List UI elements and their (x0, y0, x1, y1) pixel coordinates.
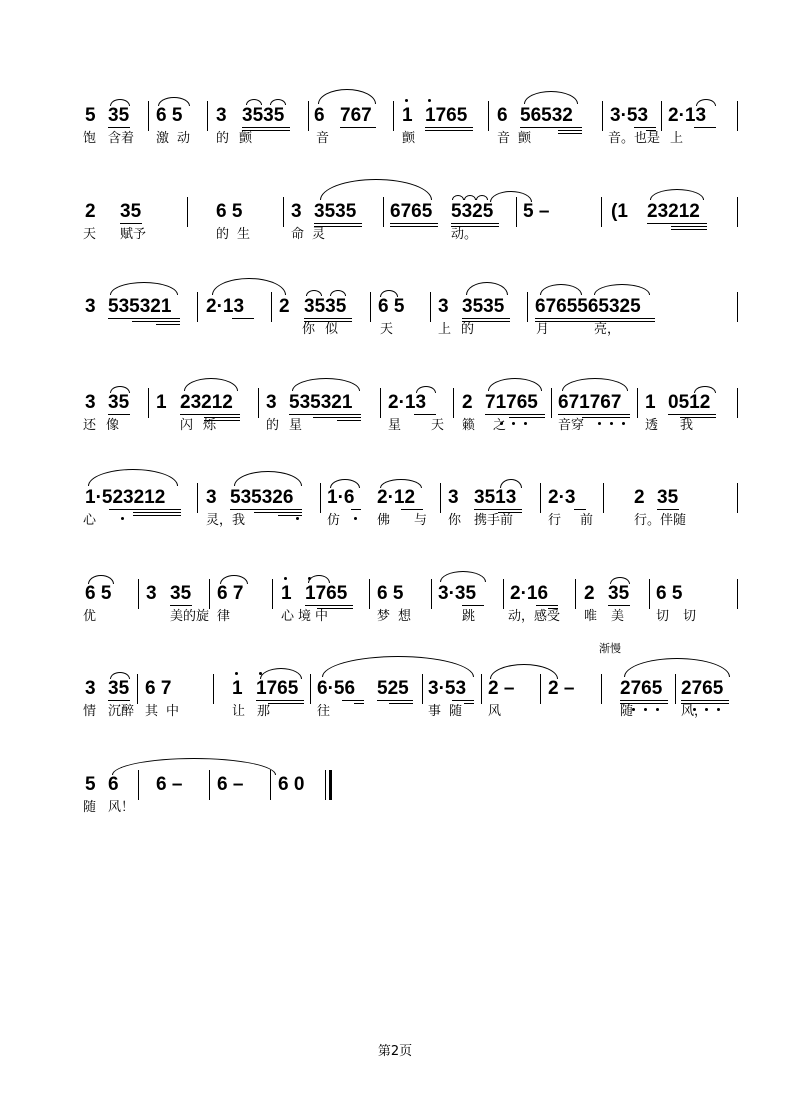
note-group: 35 (657, 487, 679, 508)
note-group: 35 (108, 678, 130, 699)
lyric: 上的 (438, 322, 485, 337)
note-group: 767 (340, 105, 372, 126)
score-system-5 (0, 477, 790, 557)
note-group: 23212 (180, 392, 233, 413)
lyric: 让那 (232, 704, 283, 719)
note-group: 2 (584, 583, 595, 604)
lyric: 你似 (302, 322, 349, 337)
note-group: 6 7 (217, 583, 244, 604)
lyric: 风， (681, 704, 708, 719)
note-group: 3 (266, 392, 277, 413)
note-group: 23212 (647, 201, 700, 222)
note-group: 35 (108, 105, 130, 126)
lyric: 跳 (462, 609, 476, 624)
note-group: 35 (108, 392, 130, 413)
lyric: 心境中 (281, 609, 333, 624)
lyric: 携手前 (474, 513, 514, 528)
note-group: 3535 (304, 296, 347, 317)
note-group: 6·56 (317, 678, 356, 699)
note-group: 2·13 (206, 296, 245, 317)
note-group: 2 (279, 296, 290, 317)
note-group: 3 (85, 296, 96, 317)
lyric: 天 (83, 227, 97, 242)
lyric: 美的旋 (170, 609, 210, 624)
note-group: 2 (462, 392, 473, 413)
lyric: 优 (83, 609, 97, 624)
note-group: 671767 (558, 392, 622, 413)
note-group: 2·13 (388, 392, 427, 413)
note-group: 5325 (451, 201, 494, 222)
lyric: 前 (580, 513, 594, 528)
lyric: 唯美 (584, 609, 639, 624)
note-group: 2 (85, 201, 96, 222)
note-group: 535321 (289, 392, 353, 413)
note-group: 5 – (523, 201, 550, 222)
note-group: 3 (85, 392, 96, 413)
note-group: 2·13 (668, 105, 707, 126)
lyric: 切切 (656, 609, 711, 624)
lyric: 闪烁 (180, 418, 227, 433)
note-group: 535326 (230, 487, 294, 508)
note-group: 6 5 (216, 201, 243, 222)
note-group: (1 (611, 201, 628, 222)
note-group: 2·16 (510, 583, 549, 604)
lyric: 赋予 (120, 227, 147, 242)
lyric: 亮， (594, 322, 621, 337)
note-group: 5 (85, 105, 96, 126)
lyric: 律 (217, 609, 231, 624)
note-group: 2 – (548, 678, 575, 699)
note-group: 6 (108, 774, 119, 795)
note-group: 3 (206, 487, 217, 508)
note-group: 6 5 (377, 583, 404, 604)
note-group: 35 (608, 583, 630, 604)
note-group: 525 (377, 678, 409, 699)
lyric: 月 (536, 322, 550, 337)
lyric: 其中 (145, 704, 188, 719)
note-group: 1 (156, 392, 167, 413)
note-group: 1·523212 (85, 487, 166, 508)
note-group: 1 (281, 583, 292, 604)
score-system-7 (0, 642, 790, 748)
note-group: 6 – (217, 774, 244, 795)
note-group: 1765 (256, 678, 299, 699)
lyric: 透 (645, 418, 659, 433)
note-group: 1·6 (327, 487, 355, 508)
lyric: 饱 (83, 131, 97, 146)
score-system-1 (0, 95, 790, 175)
note-group: 3 (85, 678, 96, 699)
lyric: 行。伴随 (634, 513, 687, 528)
lyric: 沉醉 (108, 704, 135, 719)
score-system-6 (0, 573, 790, 653)
lyric: 随 (620, 704, 634, 719)
note-group: 6765 (390, 201, 433, 222)
note-group: 6 (497, 105, 508, 126)
note-group: 6 0 (278, 774, 305, 795)
note-group: 3 (448, 487, 459, 508)
lyric: 天 (380, 322, 394, 337)
note-group: 3535 (462, 296, 505, 317)
note-group: 71765 (485, 392, 538, 413)
page-number: 第2页 (377, 1044, 413, 1059)
note-group: 2765 (620, 678, 663, 699)
lyric: 与 (414, 513, 428, 528)
note-group: 3 (291, 201, 302, 222)
lyric: 的生 (216, 227, 259, 242)
note-group: 3·53 (428, 678, 467, 699)
note-group: 6 5 (378, 296, 405, 317)
note-group: 6 – (156, 774, 183, 795)
note-group: 1765 (425, 105, 468, 126)
lyric: 上 (670, 131, 684, 146)
note-group: 1 (402, 105, 413, 126)
lyric: 情 (83, 704, 97, 719)
lyric: 音 (316, 131, 330, 146)
lyric: 音颤 (497, 131, 540, 146)
note-group: 1765 (305, 583, 348, 604)
note-group: 1 (645, 392, 656, 413)
note-group: 2·3 (548, 487, 576, 508)
note-group: 2 (634, 487, 645, 508)
note-group: 3535 (242, 105, 285, 126)
note-group: 6 5 (156, 105, 183, 126)
lyric: 籁之 (462, 418, 525, 433)
note-group: 2·12 (377, 487, 416, 508)
lyric: 的颤 (216, 131, 263, 146)
score-system-2 (0, 191, 790, 271)
note-group: 6 5 (85, 583, 112, 604)
note-group: 1 (232, 678, 243, 699)
lyric: 含着 (108, 131, 135, 146)
note-group: 3 (438, 296, 449, 317)
note-group: 6 5 (656, 583, 683, 604)
lyric: 佛 (377, 513, 391, 528)
lyric: 风！ (108, 800, 135, 815)
note-group: 3·53 (610, 105, 649, 126)
note-group: 535321 (108, 296, 172, 317)
lyric: 灵，我 (206, 513, 246, 528)
lyric: 梦想 (377, 609, 420, 624)
note-group: 3535 (314, 201, 357, 222)
lyric: 行 (548, 513, 562, 528)
lyric: 音穿 (558, 418, 585, 433)
lyric: 命灵 (291, 227, 334, 242)
note-group: 3513 (474, 487, 517, 508)
lyric: 星天 (388, 418, 475, 433)
lyric: 我 (680, 418, 694, 433)
note-group: 2765 (681, 678, 724, 699)
note-group: 35 (120, 201, 142, 222)
note-group: 6765565325 (535, 296, 641, 317)
lyric: 颤 (402, 131, 416, 146)
lyric: 你 (448, 513, 462, 528)
lyric: 动，感受 (508, 609, 561, 624)
lyric: 激动 (156, 131, 199, 146)
lyric: 事随 (428, 704, 471, 719)
note-group: 0512 (668, 392, 711, 413)
note-group: 3 (146, 583, 157, 604)
lyric: 随 (83, 800, 97, 815)
note-group: 2 – (488, 678, 515, 699)
lyric: 的星 (266, 418, 313, 433)
lyric: 往 (317, 704, 331, 719)
note-group: 35 (170, 583, 192, 604)
score-system-3 (0, 286, 790, 366)
note-group: 6 7 (145, 678, 172, 699)
lyric: 风 (488, 704, 502, 719)
score-system-4 (0, 382, 790, 462)
lyric: 音。也是 (608, 131, 661, 146)
score-system-8 (0, 764, 790, 844)
note-group: 56532 (520, 105, 573, 126)
note-group: 3 (216, 105, 227, 126)
tempo-marking: 渐慢 (599, 642, 621, 655)
lyric: 仿 (327, 513, 341, 528)
note-group: 6 (314, 105, 325, 126)
lyric: 还像 (83, 418, 130, 433)
note-group: 5 (85, 774, 96, 795)
note-group: 3·35 (438, 583, 477, 604)
lyric: 动。 (451, 227, 478, 242)
lyric: 心 (83, 513, 97, 528)
